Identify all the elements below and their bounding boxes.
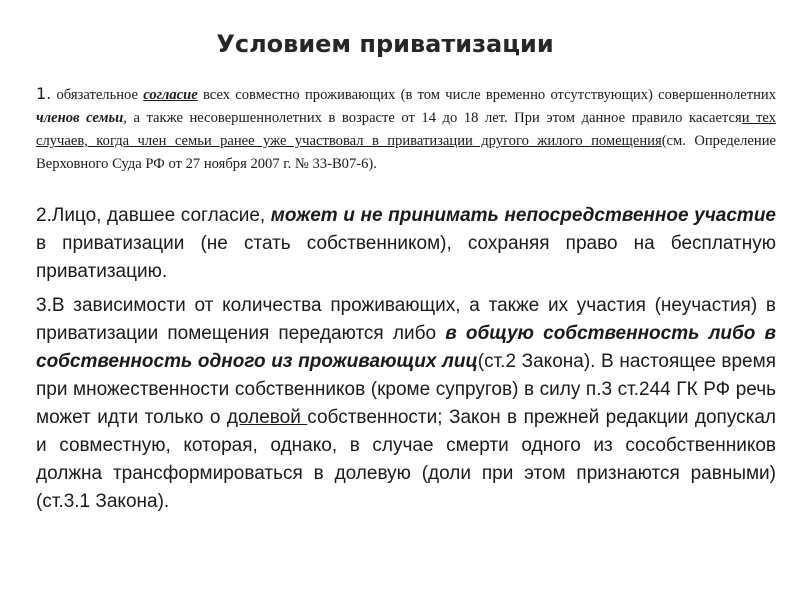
paragraph-2	[36, 202, 776, 286]
p1-emphasis-consent: согласие	[143, 87, 198, 103]
paragraph-3	[36, 292, 776, 516]
p2-text-1: 2.Лицо, давшее согласие,	[36, 205, 271, 226]
p1-text-4: (см. Определение Верховного Суда РФ от 27 ноября 2007 г. № 33-В07-6).	[36, 133, 777, 172]
p1-text-3: , а также несовершеннолетних в возрасте от 14 до 18 лет. При этом данное правило касается	[123, 110, 742, 126]
p3-text-2: (ст.2 Закона). В настоящее время при множественности собственников (кроме супругов) в силу п.3 ст.244 ГК РФ речь может идти только о	[36, 351, 776, 428]
p1-underlined-clause: и тех случаев, когда член семьи ранее уже участвовал в приватизации другого жилого помещения	[36, 110, 776, 149]
p1-text-2: всех совместно проживающих (в том числе временно отсутствующих) совершеннолетних	[197, 87, 776, 103]
p3-emphasis: в общую собственность либо в собственность одного из проживающих лиц	[36, 323, 776, 372]
paragraph-1	[36, 82, 776, 176]
p2-emphasis: может и не принимать непосредственное участие	[270, 205, 777, 226]
p2-text-2: в приватизации (не стать собственником), сохраняя право на бесплатную приватизацию.	[36, 233, 776, 282]
paragraph-1-number: 1.	[36, 84, 52, 103]
p3-text-3: собственности; Закон в прежней редакции допускал и совместную, которая, однако, в случае смерти одного из сособственников должна трансформироваться в долевую (доли при этом признаются равными) (ст.3.1 Закона).	[36, 407, 776, 512]
p1-text-1: обязательное	[51, 87, 144, 103]
p3-text-1: 3.В зависимости от количества проживающих, а также их участия (неучастия) в приватизации помещения передаются либо	[36, 295, 776, 344]
slide-title: Условием приватизации	[216, 30, 554, 58]
p1-emphasis-family-members: членов семьи	[36, 110, 124, 126]
p3-underlined-word: долевой	[226, 407, 308, 428]
